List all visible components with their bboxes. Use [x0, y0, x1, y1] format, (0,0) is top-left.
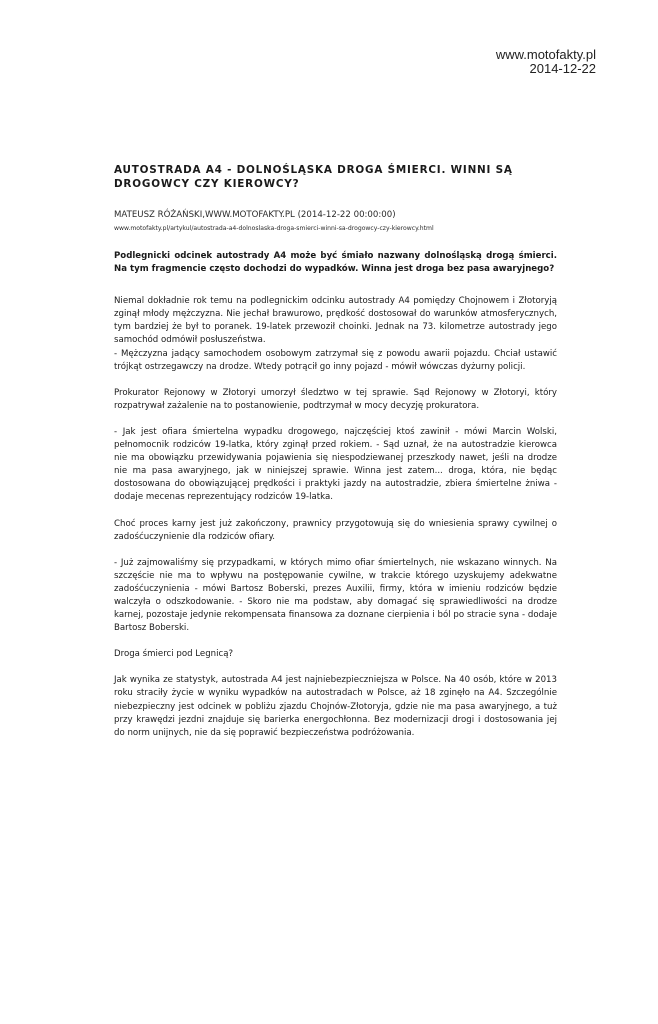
masthead: [496, 48, 596, 76]
article-title: AUTOSTRADA A4 - DOLNOŚLĄSKA DROGA ŚMIERCI. WINNI SĄ DROGOWCY CZY KIEROWCY?: [114, 164, 513, 190]
section-heading: Droga śmierci pod Legnicą?: [114, 649, 234, 660]
paragraph-1-text: Niemal dokładnie rok temu na podlegnickim odcinku autostrady A4 pomiędzy Chojnowem i Złotoryją zginął młody mężczyzna. Nie jechał brawurowo, prędkość dostosował do warunków atmosferycznych, tym bardziej że był to poranek. 19-latek przewoził choinki. Jednak na 73. kilometrze autostrady jego samochód odmówił posłuszeństwa. - Mężczyzna jadący samochodem osobowym zatrzymał się z powodu awarii pojazdu. Chciał ustawić trójkąt ostrzegawczy na drodze. Wtedy potrącił go inny pojazd - mówił wówczas dyżurny policji.: [114, 296, 557, 372]
paragraph-5: - Już zajmowaliśmy się przypadkami, w których mimo ofiar śmiertelnych, nie wskazano winnych. Na szczęście nie ma to wpływu na postępowanie cywilne, w trakcie którego uzyskujemy adekwatne zadośćuczynienia - mówi Bartosz Boberski, prezes Auxilii, firmy, która w imieniu rodziców będzie walczyła o odszkodowanie. - Skoro nie ma podstaw, aby domagać się sprawiedliwości na drodze karnej, pozostaje jedynie rekompensata finansowa za doznane cierpienia i ból po stracie syna - dodaje Bartosz Boberski.: [114, 557, 557, 634]
paragraph-1: [114, 295, 557, 374]
paragraph-6: Jak wynika ze statystyk, autostrada A4 jest najniebezpieczniejsza w Polsce. Na 40 osób, które w 2013 roku straciły życie w wyniku wypadków na autostradach w Polsce, aż 18 zginęło na A4. Szczególnie niebezpieczny jest odcinek w pobliżu zjazdu Chojnów-Złotoryja, gdzie nie ma pasa awaryjnego, a tuż przy krawędzi jezdni znajduje się barierka energochłonna. Bez modernizacji drogi i dostosowania jej do norm unijnych, nie da się poprawić bezpieczeństwa podróżowania.: [114, 675, 557, 738]
paragraph-2: Prokurator Rejonowy w Złotoryi umorzył śledztwo w tej sprawie. Sąd Rejonowy w Złotoryi, który rozpatrywał zażalenie na to postanowienie, podtrzymał w mocy decyzję prokuratora.: [114, 387, 557, 411]
article: [114, 164, 557, 740]
paragraph-4: Choć proces karny jest już zakończony, prawnicy przygotowują się do wniesienia sprawy cywilnej o zadośćuczynienie dla rodziców ofiary.: [114, 518, 557, 542]
site-name: www.motofakty.pl: [495, 47, 596, 62]
article-url: www.motofakty.pl/artykul/autostrada-a4-dolnoslaska-droga-smierci-winni-sa-drogowcy-czy-kierowcy.html: [114, 225, 434, 232]
article-lead: Podlegnicki odcinek autostrady A4 może być śmiało nazwany dolnośląską drogą śmierci. Na tym fragmencie często dochodzi do wypadków. Winna jest droga bez pasa awaryjnego?: [114, 251, 557, 275]
publication-date: 2014-12-22: [529, 61, 596, 76]
paragraph-3: - Jak jest ofiara śmiertelna wypadku drogowego, najczęściej ktoś zawinił - mówi Marcin Wolski, pełnomocnik rodziców 19-latka, który zginął przed rokiem. - Sąd uznał, że na autostradzie kierowca nie ma obowiązku przewidywania pojawienia się niespodziewanej przeszkody nawet, jeśli na drodze nie ma pasa awaryjnego, jak w niniejszej sprawie. Winna jest zatem... droga, która, nie będąc dostosowana do obowiązującej prędkości i praktyki jazdy na autostradzie, zbiera śmiertelne żniwa - dodaje mecenas reprezentujący rodziców 19-latka.: [114, 426, 557, 503]
article-byline: MATEUSZ RÓŻAŃSKI,WWW.MOTOFAKTY.PL (2014-12-22 00:00:00): [114, 210, 396, 220]
